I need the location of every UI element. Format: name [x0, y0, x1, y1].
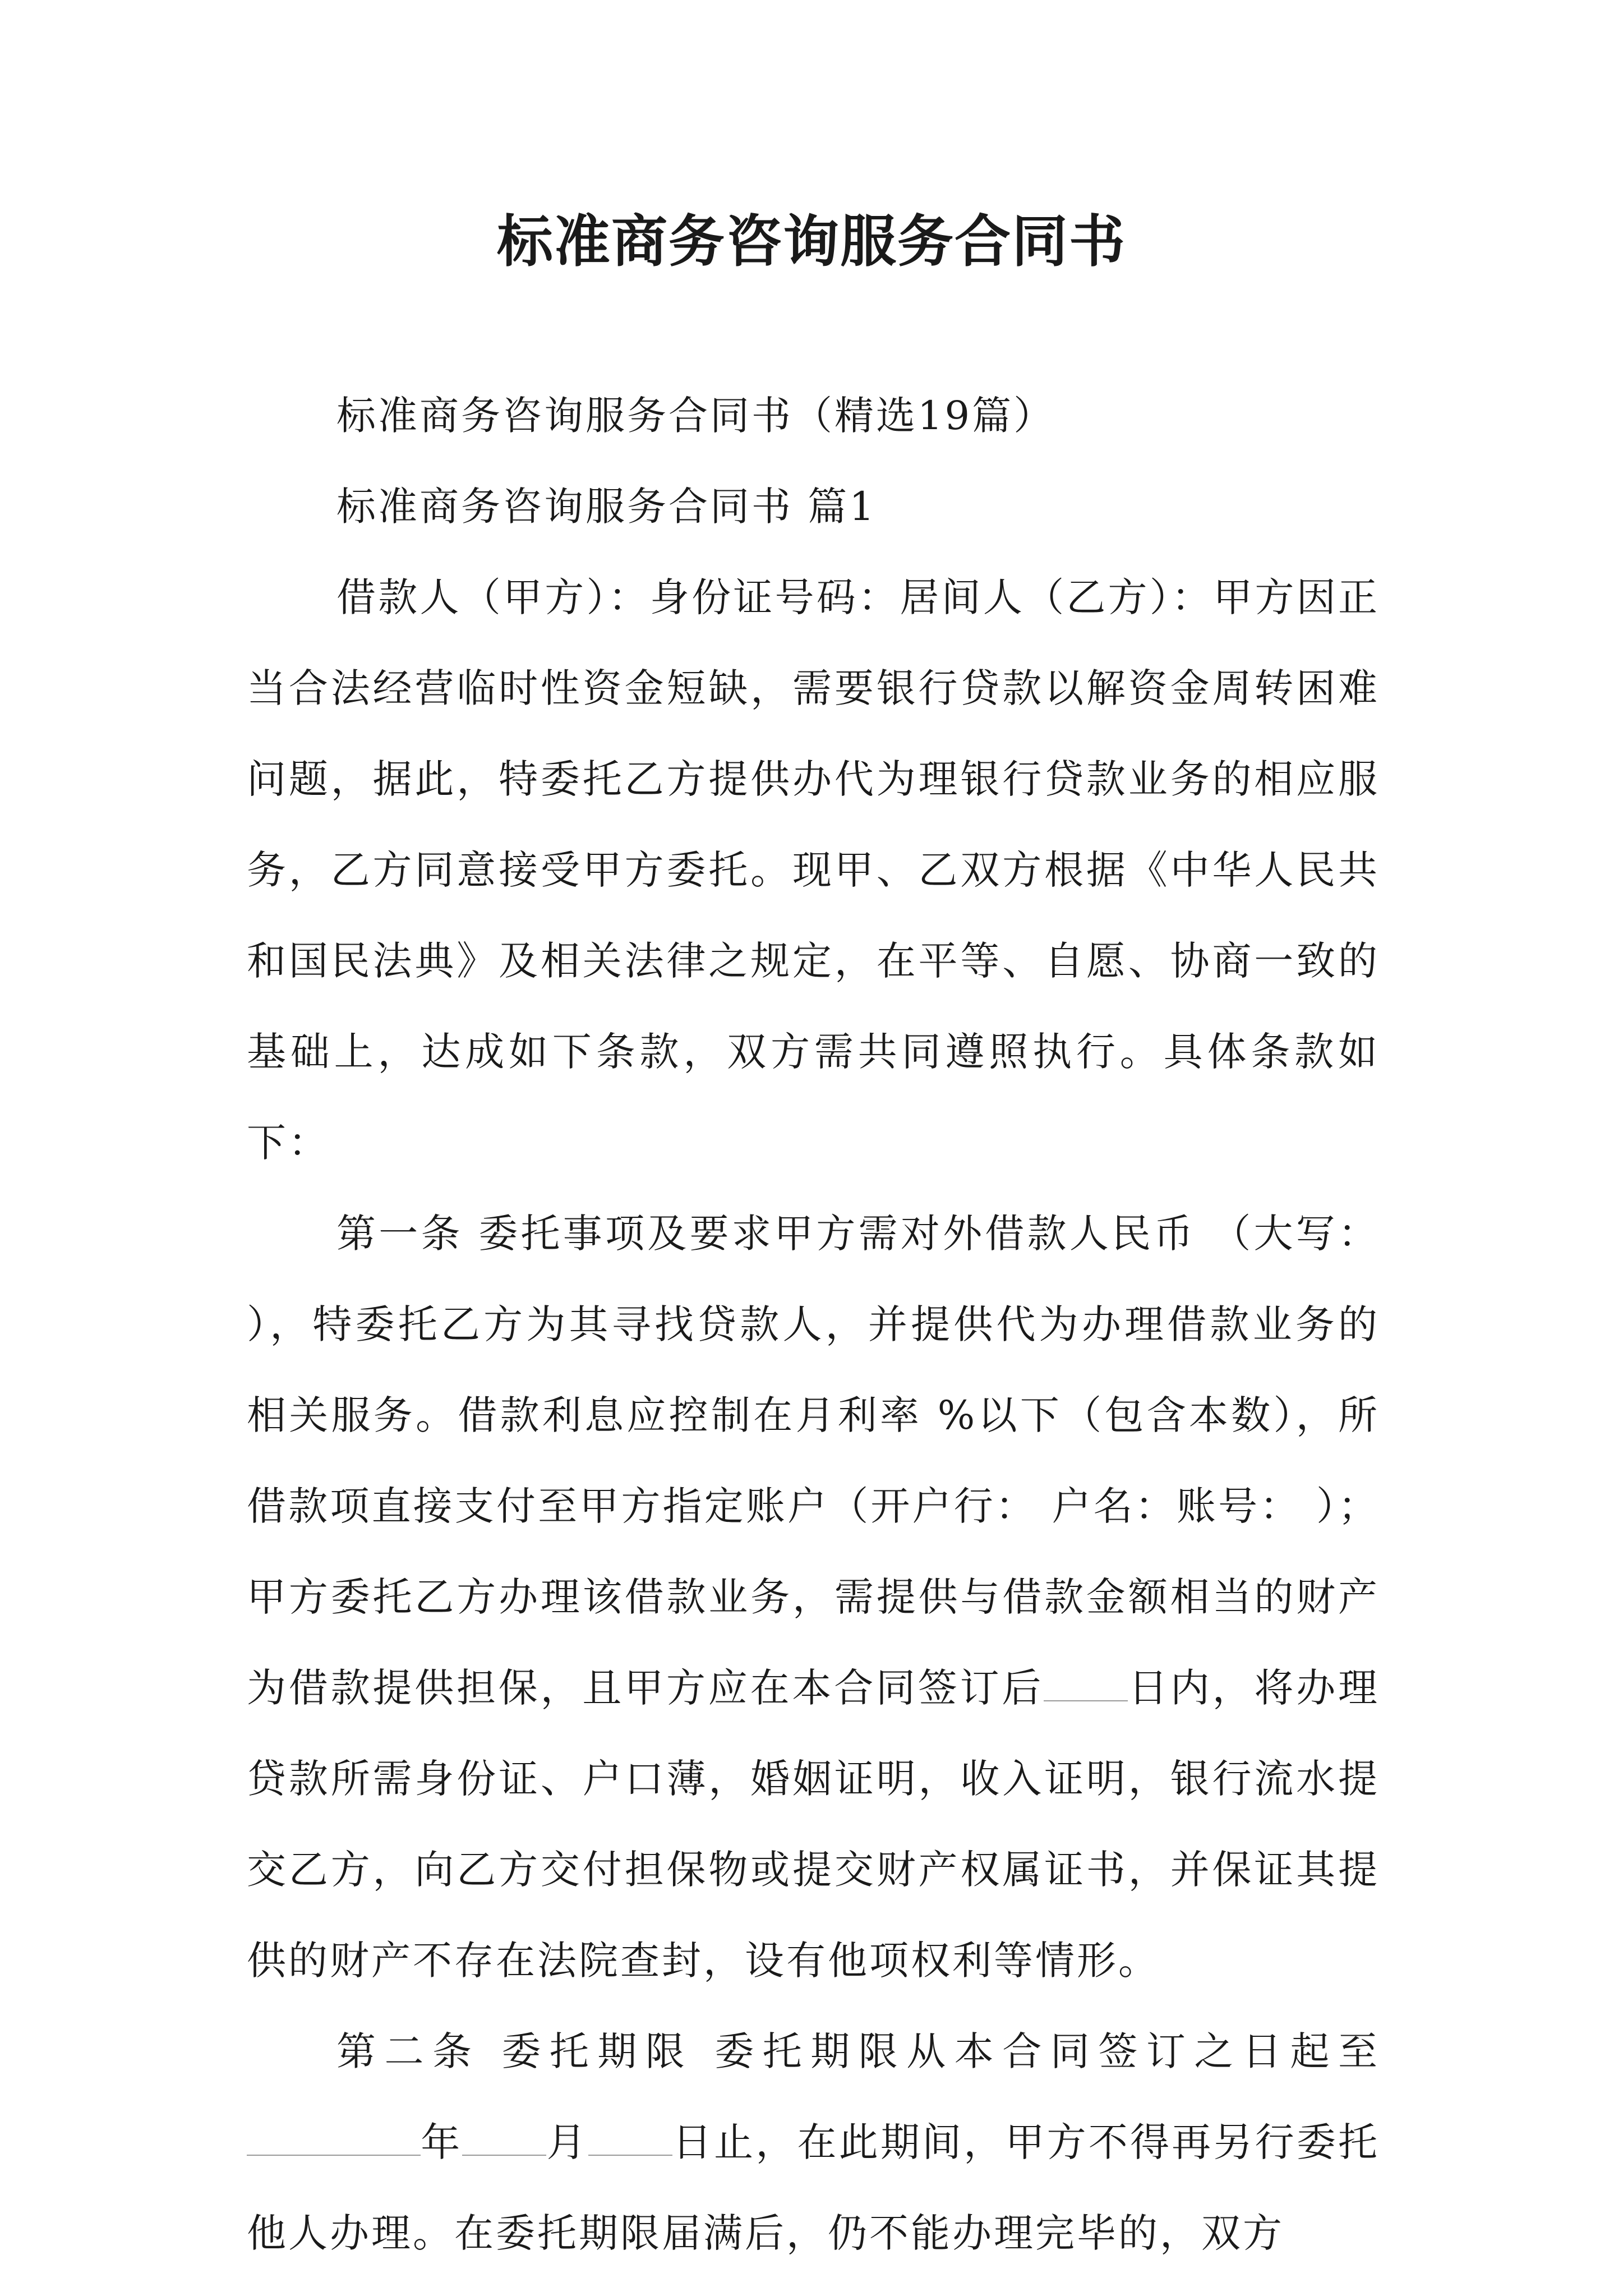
day-blank	[588, 2119, 672, 2156]
year-label: 年	[421, 2119, 463, 2165]
subtitle: 标准商务咨询服务合同书（精选19篇）	[336, 393, 1055, 439]
month-blank	[462, 2119, 546, 2156]
document-title: 标准商务咨询服务合同书	[497, 208, 1126, 274]
article-2-text-b: 日止，在此期间，甲方不得再另行委托他人办理。在委托期限届满后，仍不能办理完毕的，双方	[247, 2119, 1380, 2256]
article-1-text-b: 日内，将办理贷款所需身份证、户口薄，婚姻证明，收入证明，银行流水提交乙方，向乙方交付担保物或提交财产权属证书，并保证其提供的财产不存在法院查封，设有他项权利等情形。	[247, 1665, 1380, 1984]
month-label: 月	[546, 2119, 588, 2165]
article-1-text-a: 第一条 委托事项及要求甲方需对外借款人民币 （大写： ），特委托乙方为其寻找贷款人，并提供代为办理借款业务的相关服务。借款利息应控制在月利率 %以下（包含本数），所借款项直接支付至甲方指定账户（开户行： 户名：账号： ）； 甲方委托乙方办理该借款业务，需提供与借款金额相当的财产为借款提供担保，且甲方应在本合同签订后	[247, 1211, 1380, 1711]
fill-in-blank	[1044, 1665, 1128, 1701]
year-blank	[247, 2119, 421, 2156]
article-2-paragraph	[247, 2006, 1380, 2279]
document-body	[247, 370, 1380, 2279]
article-2-text-a: 第二条 委托期限 委托期限从本合同签订之日起至	[336, 2028, 1380, 2074]
intro-paragraph: 借款人（甲方）：身份证号码：居间人（乙方）：甲方因正当合法经营临时性资金短缺，需要银行贷款以解资金周转困难问题，据此，特委托乙方提供办代为理银行贷款业务的相应服务，乙方同意接受甲方委托。现甲、乙双方根据《中华人民共和国民法典》及相关法律之规定，在平等、自愿、协商一致的基础上，达成如下条款，双方需共同遵照执行。具体条款如下：	[247, 574, 1380, 1166]
article-1-paragraph	[247, 1188, 1380, 2006]
section-heading: 标准商务咨询服务合同书 篇1	[336, 484, 877, 530]
